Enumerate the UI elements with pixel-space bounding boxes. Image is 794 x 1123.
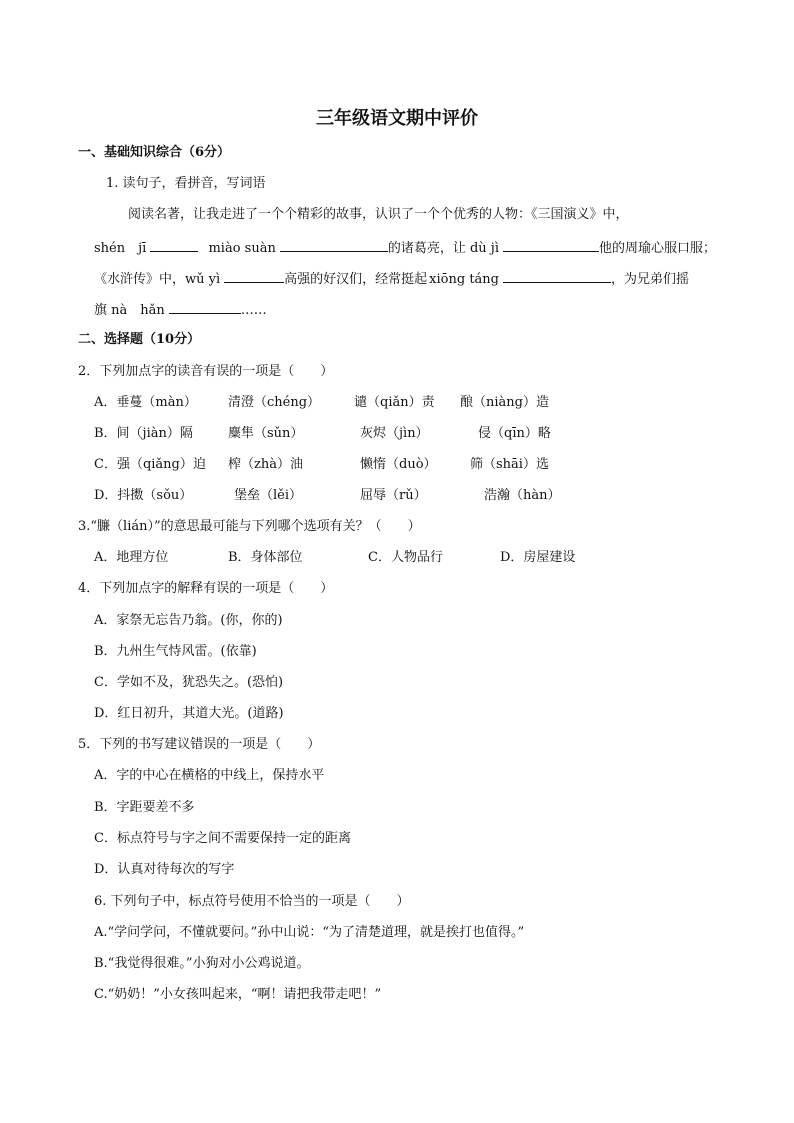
q2-option-row <box>94 425 551 443</box>
pinyin-shenji: shén jī <box>94 241 147 256</box>
q2-item: 酿（niàng）造 <box>460 395 549 410</box>
q6-option-a: A.“学问学问，不懂就要问。”孙中山说：“为了清楚道理，就是挨打也值得。” <box>94 925 525 940</box>
q2-item: 堡垒（lěi） <box>234 488 303 503</box>
passage-line4 <box>94 300 267 320</box>
q2-item: 清澄（chéng） <box>228 395 321 410</box>
q2-item: 榨（zhà）油 <box>228 457 303 472</box>
q2-item: 筛（shāi）选 <box>470 457 549 472</box>
q2-option-row <box>94 456 549 474</box>
page-title: 三年级语文期中评价 <box>316 108 478 129</box>
q2-item: 灰烬（jìn） <box>360 426 429 441</box>
q2-item: 屈辱（rǔ） <box>360 488 427 503</box>
q3-stem: 3.“臁（lián）”的意思最可能与下列哪个选项有关？（ ） <box>78 519 421 534</box>
q5-option-b: B．字距要差不多 <box>94 800 195 815</box>
q3-option-d: D．房屋建设 <box>500 550 576 565</box>
passage-line2 <box>94 238 716 258</box>
q3-option-b: B．身体部位 <box>228 550 303 565</box>
q2-item: B．间（jiàn）隔 <box>94 426 193 441</box>
q1-label: 1. 读句子，看拼音，写词语 <box>106 176 266 191</box>
q6-option-c: C.“奶奶！”小女孩叫起来，“啊！请把我带走吧！” <box>94 987 382 1002</box>
passage-text: 《水浒传》中， <box>94 272 186 287</box>
answer-blank-6[interactable] <box>169 300 241 314</box>
q2-item: A．垂蔓（màn） <box>94 395 197 410</box>
passage-text: …… <box>240 303 267 318</box>
pinyin-miaosuan: miào suàn <box>208 241 276 256</box>
q6-stem: 6. 下列句子中，标点符号使用不恰当的一项是（ ） <box>94 894 410 909</box>
q2-stem: 2．下列加点字的读音有误的一项是（ ） <box>78 364 334 379</box>
q4-option-b: B．九州生气恃风雷。(依靠) <box>94 644 257 659</box>
passage-text: 的诸葛亮，让 <box>387 241 466 256</box>
q2-item: 浩瀚（hàn） <box>484 488 561 503</box>
q5-option-d: D．认真对待每次的写字 <box>94 862 235 877</box>
pinyin-duji: dù jì <box>469 241 499 256</box>
pinyin-nahan: nà hǎn <box>111 303 165 318</box>
q4-option-a: A．家祭无忘告乃翁。(你，你的) <box>94 613 283 628</box>
passage-text: 他的周瑜心服口服； <box>599 241 717 256</box>
q4-option-d: D．红日初升，其道大光。(道路) <box>94 706 284 721</box>
passage-text: ，为兄弟们摇 <box>610 272 689 287</box>
answer-blank-4[interactable] <box>224 269 284 283</box>
pinyin-xiongtang: xiōng táng <box>429 272 499 287</box>
pinyin-wuyi: wǔ yì <box>185 272 221 287</box>
passage-line1: 阅读名著，让我走进了一个个精彩的故事，认识了一个个优秀的人物：《三国演义》中， <box>128 207 629 222</box>
q2-item: C．强（qiǎng）迫 <box>94 457 206 472</box>
section1-heading: 一、基础知识综合（6分） <box>78 145 231 160</box>
q4-stem: 4．下列加点字的解释有误的一项是（ ） <box>78 581 334 596</box>
q5-stem: 5．下列的书写建议错误的一项是（ ） <box>78 737 321 752</box>
answer-blank-2[interactable] <box>280 238 388 252</box>
passage-text: 旗 <box>94 303 108 318</box>
q2-option-row <box>94 487 561 505</box>
q5-option-a: A．字的中心在横格的中线上，保持水平 <box>94 768 325 783</box>
answer-blank-1[interactable] <box>150 238 198 252</box>
q4-option-c: C．学如不及，犹恐失之。(恐怕) <box>94 675 284 690</box>
q2-option-row <box>94 394 549 412</box>
q2-item: 麋隼（sǔn） <box>228 426 304 441</box>
q5-option-c: C．标点符号与字之间不需要保持一定的距离 <box>94 831 351 846</box>
q3-option-a: A．地理方位 <box>94 550 169 565</box>
q3-option-c: C．人物品行 <box>368 550 443 565</box>
answer-blank-5[interactable] <box>503 269 611 283</box>
q3-option-row <box>94 549 575 567</box>
passage-line3 <box>94 269 689 289</box>
q2-item: D．抖擞（sǒu） <box>94 488 193 503</box>
q2-item: 懒惰（duò） <box>360 457 437 472</box>
answer-blank-3[interactable] <box>503 238 599 252</box>
q2-item: 侵（qīn）略 <box>478 426 551 441</box>
q6-option-b: B.“我觉得很难。”小狗对小公鸡说道。 <box>94 956 310 971</box>
passage-text: 高强的好汉们，经常挺起 <box>284 272 428 287</box>
section2-heading: 二、选择题（10分） <box>78 332 201 347</box>
q2-item: 谴（qiǎn）责 <box>354 395 435 410</box>
